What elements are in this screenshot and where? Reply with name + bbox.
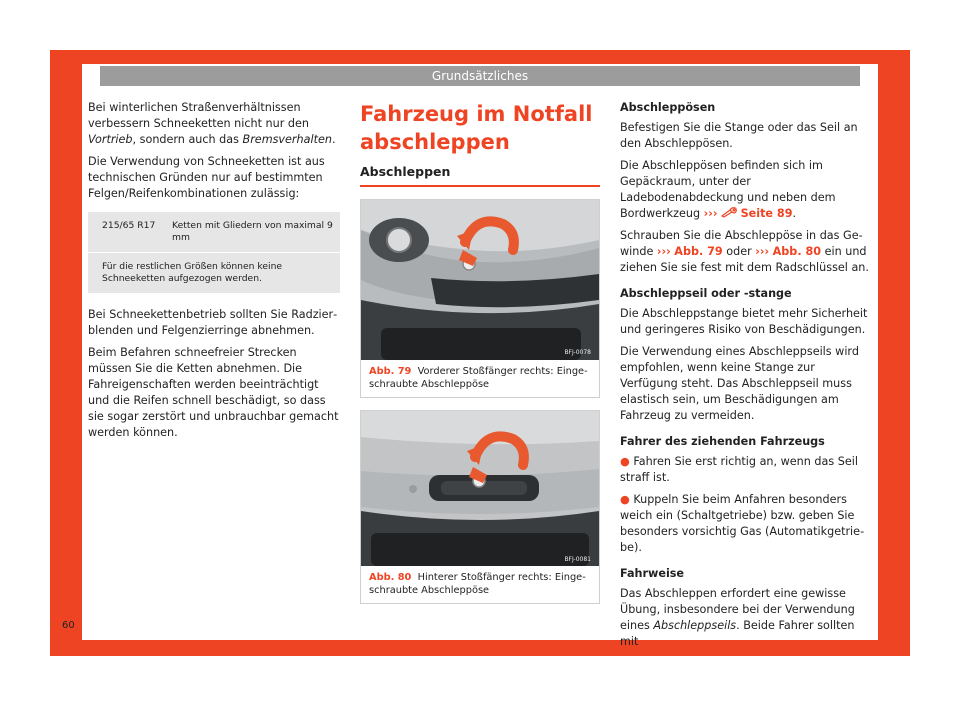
heading-driving-style: Fahrweise <box>620 567 685 580</box>
paragraph-hubcaps: Bei Schneekettenbetrieb sollten Sie Radzierblenden und Felgenzierringe abnehmen. <box>88 308 338 337</box>
page-reference[interactable]: Seite 89 <box>740 207 793 220</box>
paragraph-eye-location: Die Abschleppösen befinden sich im Gepäckraum, unter der Ladebodenabdeckung und neben dem Bordwerkzeug ››› Seite 89. <box>620 159 836 220</box>
snow-chain-spec-table <box>88 212 340 293</box>
figure-reference-79[interactable]: Abb. 79 <box>674 245 723 258</box>
heading-rope-or-bar: Abschleppseil oder -stange <box>620 287 792 300</box>
right-column <box>620 100 872 656</box>
front-bumper-illustration <box>361 200 599 360</box>
bullet-icon: ● <box>620 455 634 468</box>
paragraph-rope-usage: Die Verwendung eines Abschleppseils wird empfohlen, wenn keine Stange zur Verfügung steht. Das Abschleppseil muss elastisch sein, um Beschädigungen am Fahrzeug zu vermeiden. <box>620 345 859 422</box>
paragraph-remove-chains: Beim Befahren schneefreier Strecken müssen Sie die Ketten abnehmen. Die Fahreigenschaften werden beeinträchtigt und die Reifen schnell beschädigt, so dass sie sogar zerstört und unbrauchbar gemacht werden können. <box>88 346 339 439</box>
spec-tire-size: 215/65 R17 <box>102 220 156 231</box>
left-column <box>88 100 343 447</box>
figure-number: Abb. 80 <box>369 572 412 583</box>
figure-caption: Abb. 79 Vorderer Stoßfänger rechts: Eingeschraubte Abschleppöse <box>369 366 588 390</box>
figure-reference-80[interactable]: Abb. 80 <box>772 245 822 258</box>
spec-note: Für die restlichen Größen können keine Schneeketten aufgezogen werden. <box>102 261 283 284</box>
figure-code: BFJ-0081 <box>564 556 591 563</box>
figure-number: Abb. 79 <box>369 366 412 377</box>
figure-rear-bumper <box>360 410 600 604</box>
figure-front-bumper <box>360 199 600 398</box>
bullet-icon: ● <box>620 493 634 506</box>
chapter-title: Fahrzeug im Notfall abschleppen <box>360 102 593 154</box>
figure-caption: Abb. 80 Hinterer Stoßfänger rechts: Eingeschraubte Abschleppöse <box>369 572 586 596</box>
paragraph-bar-safety: Die Abschleppstange bietet mehr Sicherheit und geringeres Risiko von Beschädigungen. <box>620 307 868 336</box>
figure-code: BFJ-0078 <box>564 349 591 356</box>
heading-towing-eyes: Abschleppösen <box>620 101 716 114</box>
bullet-item: ● Kuppeln Sie beim Anfahren besonders weich ein (Schaltgetriebe) bzw. geben Sie besonders vorsichtig Gas (Automatikgetriebe). <box>620 493 865 554</box>
heading-towing-driver: Fahrer des ziehenden Fahrzeugs <box>620 435 825 448</box>
page-number: 60 <box>62 620 75 631</box>
bullet-item: ● Fahren Sie erst richtig an, wenn das Seil straff ist. <box>620 455 858 484</box>
paragraph-attach: Befestigen Sie die Stange oder das Seil an den Abschleppösen. <box>620 121 858 150</box>
middle-column <box>360 100 600 604</box>
spec-row <box>88 212 340 253</box>
paragraph-driving-style: Das Abschleppen erfordert eine gewisse Übung, insbesondere bei der Verwendung eines Abschleppseils. Beide Fahrer sollten mit <box>620 587 855 648</box>
paragraph-snow-chains-usage: Die Verwendung von Schneeketten ist aus technischen Gründen nur auf bestimmten Felgen/Reifenkombinationen zulässig: <box>88 155 325 200</box>
rear-bumper-illustration <box>361 411 599 566</box>
paragraph-screw-in: Schrauben Sie die Abschleppöse in das Gewinde ››› Abb. 79 oder ››› Abb. 80 ein und ziehen Sie sie fest mit dem Radschlüssel an. <box>620 229 869 274</box>
toolkit-icon <box>721 207 737 218</box>
spec-chain-rule: Ketten mit Gliedern von maximal 9 mm <box>172 220 333 243</box>
section-header: Grundsätzliches <box>100 66 860 86</box>
section-title: Abschleppen <box>360 164 600 187</box>
paragraph-snow-chains-intro: Bei winterlichen Straßenverhältnissen verbessern Schneeketten nicht nur den Vortrieb, sondern auch das Bremsverhalten. <box>88 101 336 146</box>
